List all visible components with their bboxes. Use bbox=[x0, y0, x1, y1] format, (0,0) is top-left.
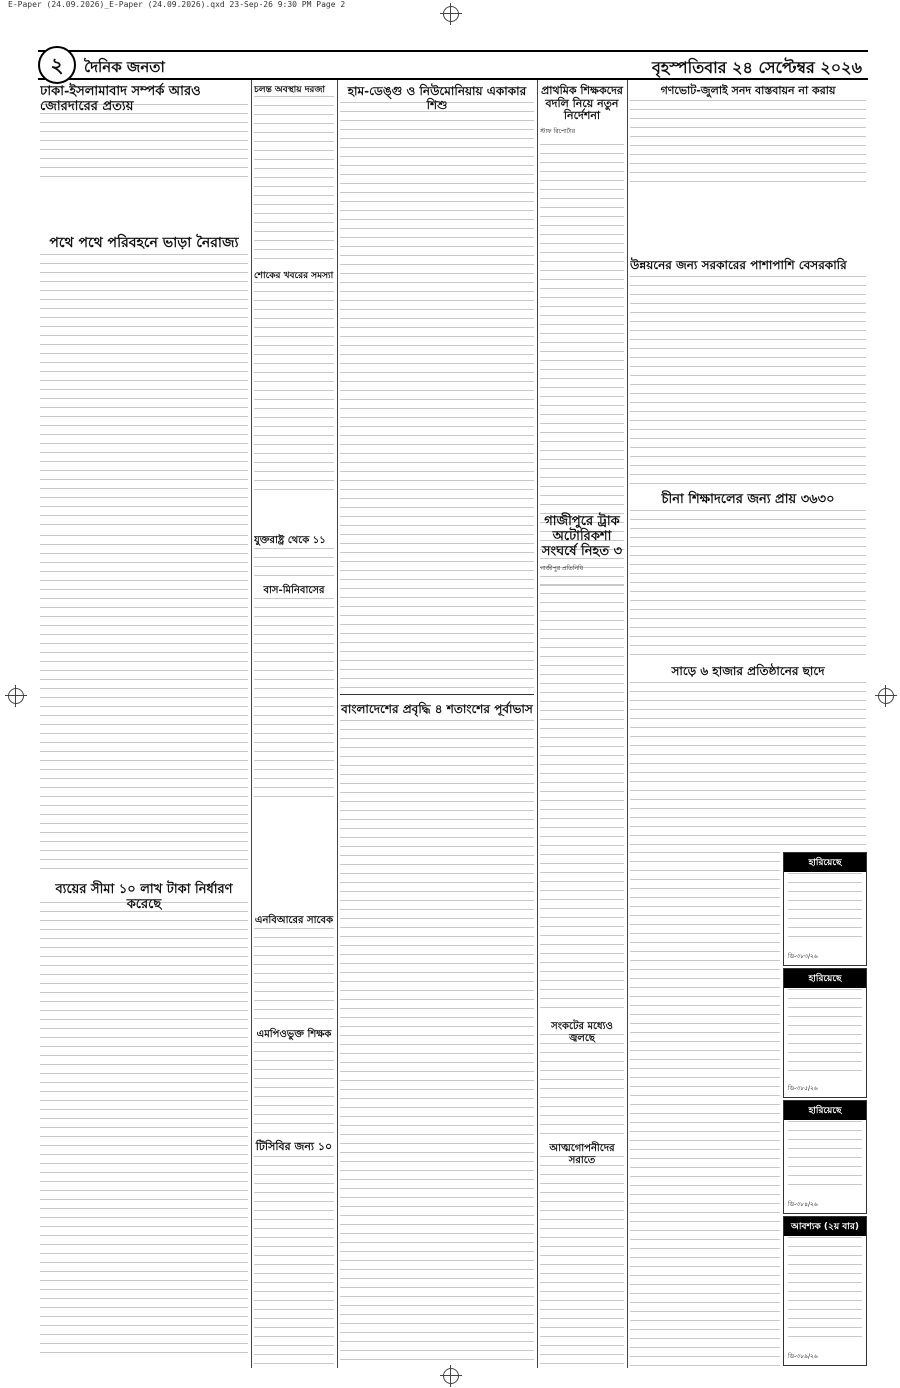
article-body bbox=[40, 254, 248, 532]
column-rule bbox=[251, 80, 252, 1368]
article-development bbox=[630, 256, 866, 486]
article-body bbox=[254, 928, 334, 1022]
registration-mark bbox=[8, 688, 24, 704]
ad-code: ডি-৩৮৫/২৬ bbox=[788, 1085, 818, 1092]
article-body bbox=[540, 584, 624, 652]
paper-name: দৈনিক জনতা bbox=[84, 58, 165, 76]
article-body bbox=[254, 282, 334, 498]
article-chinese-delegation bbox=[630, 490, 866, 660]
classified-ad-lost bbox=[783, 1100, 867, 1214]
ad-body bbox=[788, 989, 862, 1075]
classified-ad-lost bbox=[783, 852, 867, 966]
headline: ঢাকা-ইসলামাবাদ সম্পর্ক আরও জোরদারের প্রত্যয় bbox=[40, 84, 201, 114]
article-body bbox=[340, 720, 534, 1368]
article-rooftop bbox=[630, 662, 866, 850]
article-body bbox=[540, 1034, 624, 1136]
headline: ব্যয়ের সীমা ১০ লাখ টাকা নির্ধারণ করেছে bbox=[55, 882, 233, 912]
ad-title: আবশ্যক (২য় বার) bbox=[784, 1217, 866, 1236]
article-expense-limit bbox=[40, 880, 248, 1360]
page-number: ২ bbox=[38, 46, 76, 84]
registration-mark bbox=[878, 688, 894, 704]
article-growth-forecast bbox=[340, 700, 534, 1368]
article-body bbox=[254, 1156, 334, 1368]
article-nbr bbox=[254, 912, 334, 1022]
article-body bbox=[630, 682, 866, 850]
ad-code: ডি-৩৮৩/২৬ bbox=[788, 953, 818, 960]
headline: গণভোট-জুলাই সনদ বাস্তবায়ন না করায় bbox=[660, 84, 836, 97]
masthead bbox=[38, 50, 868, 80]
article-body bbox=[540, 656, 624, 1016]
ad-title: হারিয়েছে bbox=[784, 1101, 866, 1120]
article-moving-door bbox=[254, 82, 334, 262]
article-child-illness bbox=[340, 82, 534, 692]
ad-title: হারিয়েছে bbox=[784, 853, 866, 872]
ad-code: ডি-৩৮৪/২৬ bbox=[788, 1201, 818, 1208]
article-body bbox=[630, 510, 866, 660]
headline: বাংলাদেশের প্রবৃদ্ধি ৪ শতাংশের পূর্বাভাস bbox=[341, 702, 533, 716]
article-body bbox=[40, 535, 248, 875]
registration-mark bbox=[443, 6, 459, 22]
file-info-line: E-Paper (24.09.2026)_E-Paper (24.09.2026).qxd 23-Sep-26 9:30 PM Page 2 bbox=[8, 0, 346, 9]
headline: বাস-মিনিবাসের bbox=[263, 585, 325, 596]
column-rule bbox=[537, 80, 538, 1368]
article-bus bbox=[254, 582, 334, 802]
headline: পথে পথে পরিবহনে ভাড়া নৈরাজ্য bbox=[49, 235, 239, 251]
article-hideout bbox=[540, 1140, 624, 1368]
article-crisis bbox=[540, 1018, 624, 1136]
classified-ad-lost bbox=[783, 968, 867, 1098]
headline: শোকের খবরের সমস্যা bbox=[254, 271, 334, 281]
article-body bbox=[340, 102, 534, 692]
headline: সাড়ে ৬ হাজার প্রতিষ্ঠানের ছাদে bbox=[671, 664, 825, 678]
headline: প্রাথমিক শিক্ষকদের বদলি নিয়ে নতুন নির্দেশনা bbox=[541, 84, 623, 123]
article-body bbox=[254, 548, 334, 580]
headline: গাজীপুরে ট্রাক অটোরিকশা সংঘর্ষে নিহত ৩ bbox=[541, 514, 623, 559]
byline: গাজীপুর প্রতিনিধি bbox=[540, 564, 584, 572]
article-dhaka-islamabad bbox=[40, 82, 248, 182]
ad-title: হারিয়েছে bbox=[784, 969, 866, 988]
article-body bbox=[254, 96, 334, 262]
column-rule bbox=[627, 80, 628, 1368]
headline: এমপিওভুক্ত শিক্ষক bbox=[256, 1029, 332, 1040]
article-body bbox=[630, 276, 866, 486]
headline: এনবিআরের সাবেক bbox=[254, 915, 334, 926]
article-body bbox=[254, 598, 334, 802]
article-body bbox=[540, 1156, 624, 1368]
ad-code: ডি-৩৮৯/২৬ bbox=[788, 1353, 818, 1360]
headline: উন্নয়নের জন্য সরকারের পাশাপাশি বেসরকারি bbox=[630, 258, 847, 272]
article-usa bbox=[254, 532, 334, 580]
article-referendum bbox=[630, 82, 866, 182]
ad-body bbox=[788, 873, 862, 943]
byline: স্টাফ রিপোর্টার bbox=[540, 127, 576, 135]
article-body bbox=[630, 100, 866, 182]
divider bbox=[340, 694, 534, 695]
column-rule bbox=[337, 80, 338, 1368]
article-mpo-teachers bbox=[254, 1026, 334, 1136]
article-body bbox=[630, 852, 780, 1368]
headline: হাম-ডেঙ্গু ও নিউমোনিয়ায় একাকার শিশু bbox=[347, 84, 527, 112]
headline: চীনা শিক্ষাদলের জন্য প্রায় ৩৬৩০ bbox=[661, 492, 835, 507]
headline: আত্মগোপনীদের সরাতে bbox=[549, 1143, 615, 1166]
article-body bbox=[40, 104, 248, 182]
article-fare-chaos bbox=[40, 232, 248, 532]
headline: চলন্ত অবস্থায় দরজা bbox=[254, 85, 326, 95]
ad-body bbox=[788, 1121, 862, 1191]
issue-date: বৃহস্পতিবার ২৪ সেপ্টেম্বর ২০২৬ bbox=[651, 58, 862, 77]
ad-body bbox=[788, 1237, 862, 1345]
headline: যুক্তরাষ্ট্র থেকে ১১ bbox=[254, 535, 326, 546]
classified-ad-wanted bbox=[783, 1216, 867, 1366]
article-gazipur-accident bbox=[540, 512, 624, 652]
article-body bbox=[254, 1042, 334, 1136]
registration-mark bbox=[443, 1368, 459, 1384]
headline: টিসিবির জন্য ১০ bbox=[255, 1140, 333, 1153]
headline: সংকটের মধ্যেও জ্বলছে bbox=[551, 1021, 613, 1044]
article-body bbox=[40, 902, 248, 1360]
article-tcb bbox=[254, 1138, 334, 1368]
article-mourning bbox=[254, 268, 334, 498]
